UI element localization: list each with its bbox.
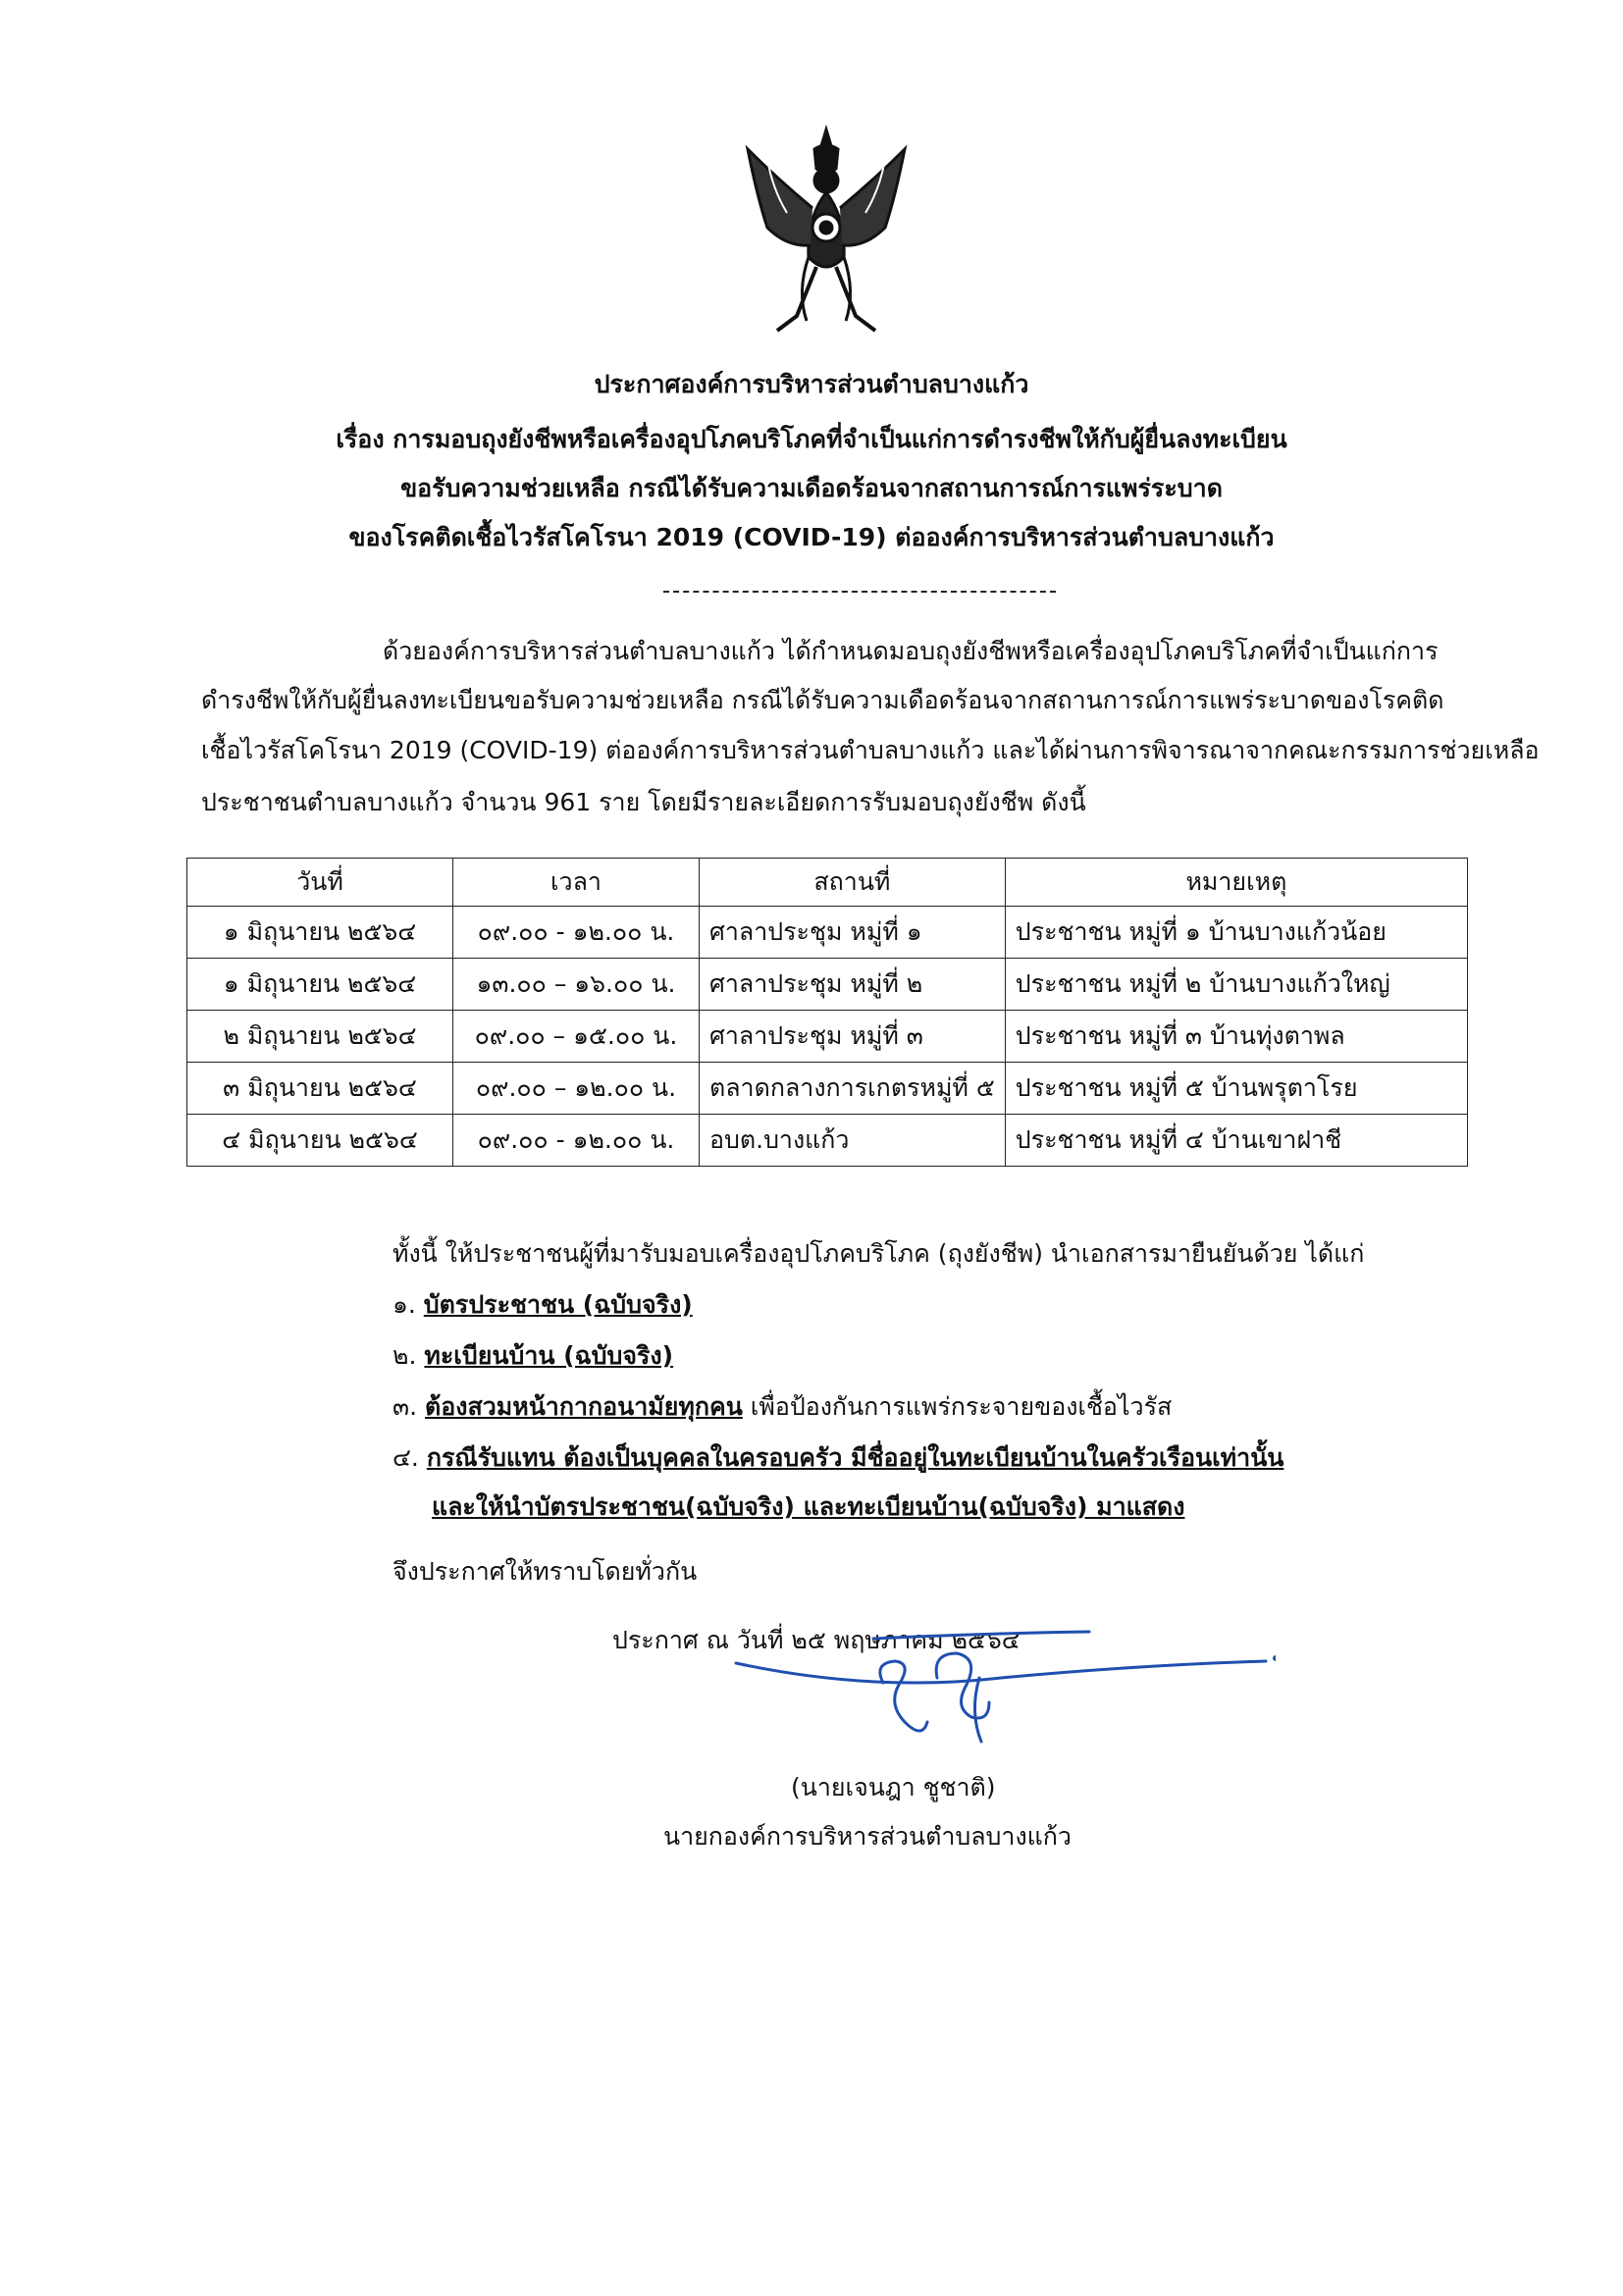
requirement-item-2 bbox=[393, 1336, 673, 1376]
header-time: เวลา bbox=[453, 859, 700, 907]
cell-date: ๒ มิถุนายน ๒๕๖๔ bbox=[187, 1011, 453, 1063]
table-header-row bbox=[187, 859, 1468, 907]
cell-date: ๔ มิถุนายน ๒๕๖๔ bbox=[187, 1115, 453, 1167]
item-number: ๔. bbox=[393, 1443, 419, 1472]
table-row bbox=[187, 959, 1468, 1011]
cell-place: อบต.บางแก้ว bbox=[700, 1115, 1006, 1167]
cell-time: ๐๙.๐๐ – ๑๕.๐๐ น. bbox=[453, 1011, 700, 1063]
intro-line-4: ประชาชนตำบลบางแก้ว จำนวน 961 ราย โดยมีรายละเอียดการรับมอบถุงยังชีพ ดังนี้ bbox=[201, 788, 1086, 816]
closing-notice: จึงประกาศให้ทราบโดยทั่วกัน bbox=[393, 1557, 698, 1586]
intro-line-3: เชื้อไวรัสโคโรนา 2019 (COVID-19) ต่อองค์การบริหารส่วนตำบลบางแก้ว และได้ผ่านการพิจารณาจากคณะกรรมการช่วยเหลือ bbox=[201, 736, 1540, 764]
cell-remark: ประชาชน หมู่ที่ ๒ บ้านบางแก้วใหญ่ bbox=[1005, 959, 1467, 1011]
item-text: กรณีรับแทน ต้องเป็นบุคคลในครอบครัว มีชื่ออยู่ในทะเบียนบ้านในครัวเรือนเท่านั้น bbox=[426, 1443, 1284, 1472]
cell-time: ๐๙.๐๐ – ๑๒.๐๐ น. bbox=[453, 1063, 700, 1115]
cell-remark: ประชาชน หมู่ที่ ๓ บ้านทุ่งตาพล bbox=[1005, 1011, 1467, 1063]
item-text: ทะเบียนบ้าน (ฉบับจริง) bbox=[424, 1341, 674, 1370]
schedule-table bbox=[186, 858, 1468, 1167]
requirement-item-4 bbox=[393, 1438, 1283, 1478]
subject-line-3: ของโรคติดเชื้อไวรัสโคโรนา 2019 (COVID-19) ต่อองค์การบริหารส่วนตำบลบางแก้ว bbox=[348, 523, 1275, 551]
item-text: และให้นำบัตรประชาชน(ฉบับจริง) และทะเบียนบ้าน(ฉบับจริง) มาแสดง bbox=[432, 1492, 1185, 1521]
divider bbox=[663, 591, 1056, 593]
announcement-heading: ประกาศองค์การบริหารส่วนตำบลบางแก้ว bbox=[594, 370, 1029, 398]
intro-line-1: ด้วยองค์การบริหารส่วนตำบลบางแก้ว ได้กำหนดมอบถุงยังชีพหรือเครื่องอุปโภคบริโภคที่จำเป็นแก่การ bbox=[383, 637, 1439, 665]
cell-date: ๓ มิถุนายน ๒๕๖๔ bbox=[187, 1063, 453, 1115]
cell-remark: ประชาชน หมู่ที่ ๔ บ้านเขาฝาชี bbox=[1005, 1115, 1467, 1167]
cell-place: ศาลาประชุม หมู่ที่ ๒ bbox=[700, 959, 1006, 1011]
table-row bbox=[187, 1063, 1468, 1115]
subject-line-2: ขอรับความช่วยเหลือ กรณีได้รับความเดือดร้อนจากสถานการณ์การแพร่ระบาด bbox=[400, 474, 1223, 502]
cell-remark: ประชาชน หมู่ที่ ๕ บ้านพรุตาโรย bbox=[1005, 1063, 1467, 1115]
subject-line-1: เรื่อง การมอบถุงยังชีพหรือเครื่องอุปโภคบริโภคที่จำเป็นแก่การดำรงชีพให้กับผู้ยื่นลงทะเบียน bbox=[336, 425, 1287, 453]
item-number: ๒. bbox=[393, 1341, 417, 1370]
announce-date: ประกาศ ณ วันที่ ๒๕ พฤษภาคม ๒๕๖๔ bbox=[612, 1626, 1021, 1654]
item-number: ๑. bbox=[393, 1290, 416, 1319]
requirements-intro: ทั้งนี้ ให้ประชาชนผู้ที่มารับมอบเครื่องอุปโภคบริโภค (ถุงยังชีพ) นำเอกสารมายืนยันด้วย ได้แก่ bbox=[393, 1239, 1365, 1268]
header-date: วันที่ bbox=[187, 859, 453, 907]
item-text-bold: ต้องสวมหน้ากากอนามัยทุกคน bbox=[425, 1392, 743, 1421]
item-text-rest: เพื่อป้องกันการแพร่กระจายของเชื้อไวรัส bbox=[742, 1392, 1173, 1421]
garuda-emblem-icon bbox=[738, 120, 915, 345]
cell-place: ศาลาประชุม หมู่ที่ ๓ bbox=[700, 1011, 1006, 1063]
cell-place: ตลาดกลางการเกตรหมู่ที่ ๕ bbox=[700, 1063, 1006, 1115]
table-row bbox=[187, 907, 1468, 959]
signer-title: นายกองค์การบริหารส่วนตำบลบางแก้ว bbox=[663, 1822, 1072, 1851]
header-remark: หมายเหตุ bbox=[1005, 859, 1467, 907]
item-number: ๓. bbox=[393, 1392, 418, 1421]
cell-date: ๑ มิถุนายน ๒๕๖๔ bbox=[187, 959, 453, 1011]
requirement-item-3 bbox=[393, 1387, 1172, 1427]
item-text: บัตรประชาชน (ฉบับจริง) bbox=[423, 1290, 693, 1319]
requirement-item-4-cont bbox=[432, 1487, 1184, 1527]
cell-place: ศาลาประชุม หมู่ที่ ๑ bbox=[700, 907, 1006, 959]
header-place: สถานที่ bbox=[700, 859, 1006, 907]
cell-time: ๐๙.๐๐ - ๑๒.๐๐ น. bbox=[453, 907, 700, 959]
table-row bbox=[187, 1011, 1468, 1063]
requirement-item-1 bbox=[393, 1285, 693, 1325]
cell-date: ๑ มิถุนายน ๒๕๖๔ bbox=[187, 907, 453, 959]
cell-time: ๐๙.๐๐ - ๑๒.๐๐ น. bbox=[453, 1115, 700, 1167]
cell-remark: ประชาชน หมู่ที่ ๑ บ้านบางแก้วน้อย bbox=[1005, 907, 1467, 959]
cell-time: ๑๓.๐๐ – ๑๖.๐๐ น. bbox=[453, 959, 700, 1011]
table-row bbox=[187, 1115, 1468, 1167]
intro-line-2: ดำรงชีพให้กับผู้ยื่นลงทะเบียนขอรับความช่วยเหลือ กรณีได้รับความเดือดร้อนจากสถานการณ์การแพร่ระบาดของโรคติด bbox=[201, 686, 1444, 714]
handwritten-signature bbox=[726, 1624, 1276, 1781]
signer-name: (นายเจนฎา ชูชาติ) bbox=[791, 1773, 996, 1801]
